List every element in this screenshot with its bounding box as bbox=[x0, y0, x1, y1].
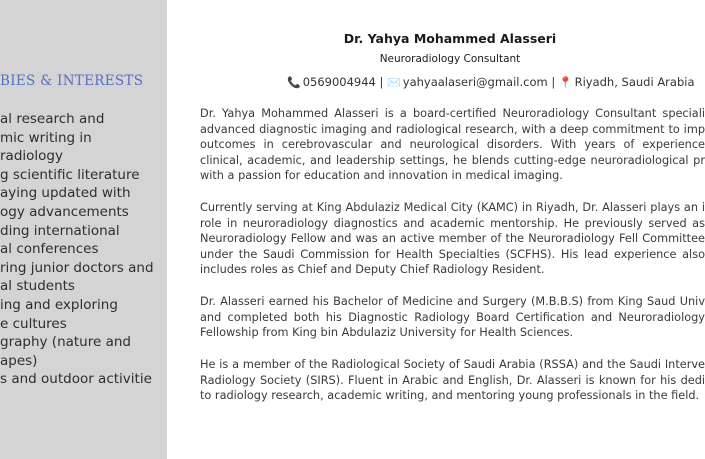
bio-paragraph: Currently serving at King Abdulaziz Medical City (KAMC) in Riyadh, Dr. Alasseri plays an i role in neuroradiology diagnostics and academic mentorship. He previously served as Neuroradiology Fellow and was an active member of the Neuroradiology Fell Committee under the Saudi Commission for Health Specialties (SCFHS). His lead experience also includes roles as Chief and Deputy Chief Radiology Resident. bbox=[200, 201, 705, 277]
list-item: aying updated with bbox=[0, 185, 131, 202]
list-item: graphy (nature and bbox=[0, 334, 131, 351]
list-item: al research and bbox=[0, 111, 105, 127]
list-item: al students bbox=[0, 278, 75, 295]
sidebar bbox=[0, 0, 167, 459]
list-item: ding international bbox=[0, 222, 120, 239]
pin-icon: 📍 bbox=[558, 76, 573, 89]
phone-icon: 📞 bbox=[287, 76, 301, 89]
list-item: mic writing in bbox=[0, 129, 92, 146]
main-content bbox=[200, 0, 705, 459]
phone-number[interactable]: 0569004944 bbox=[302, 75, 376, 89]
bio-paragraph: Dr. Yahya Mohammed Alasseri is a board-certified Neuroradiology Consultant speciali advanced diagnostic imaging and radiological research, with a deep commitment to imp outcomes in cerebrovascular and neurological disorders. With years of experience clinical, academic, and leadership settings, he blends cutting-edge neuroradiological pr with a passion for education and innovation in medical imaging. bbox=[200, 107, 705, 183]
separator: | bbox=[379, 75, 384, 89]
list-item: al conferences bbox=[0, 241, 99, 258]
job-title: Neuroradiology Consultant bbox=[379, 53, 521, 65]
list-item: g scientific literature bbox=[0, 166, 140, 183]
person-name: Dr. Yahya Mohammed Alasseri bbox=[343, 31, 557, 46]
separator: | bbox=[551, 75, 556, 89]
list-item: ring junior doctors and bbox=[0, 259, 154, 276]
list-item: e cultures bbox=[0, 315, 67, 332]
interests-list bbox=[0, 110, 154, 389]
list-item: s and outdoor activitie bbox=[0, 371, 152, 388]
bio-paragraph: He is a member of the Radiological Society of Saudi Arabia (RSSA) and the Saudi Interve Radiology Society (SIRS). Fluent in Arabic and English, Dr. Alasseri is known for his dedi to radiology research, academic writing, and mentoring young professionals in the field. bbox=[200, 358, 705, 403]
list-item: apes) bbox=[0, 352, 38, 369]
envelope-icon: ✉️ bbox=[387, 76, 401, 89]
list-item: ogy advancements bbox=[0, 203, 129, 220]
list-item: radiology bbox=[0, 148, 63, 165]
email-address[interactable]: yahyaalaseri@gmail.com bbox=[402, 75, 548, 89]
location: Riyadh, Saudi Arabia bbox=[574, 75, 695, 89]
hobbies-interests-heading: BIES & INTERESTS bbox=[0, 73, 144, 89]
bio-paragraph: Dr. Alasseri earned his Bachelor of Medicine and Surgery (M.B.B.S) from King Saud Univ and completed both his Diagnostic Radiology Board Certification and Neuroradiology Fellowship from King bin Abdulaziz University for Health Sciences. bbox=[200, 295, 705, 340]
list-item: ing and exploring bbox=[0, 296, 118, 313]
contact-line bbox=[287, 75, 695, 89]
